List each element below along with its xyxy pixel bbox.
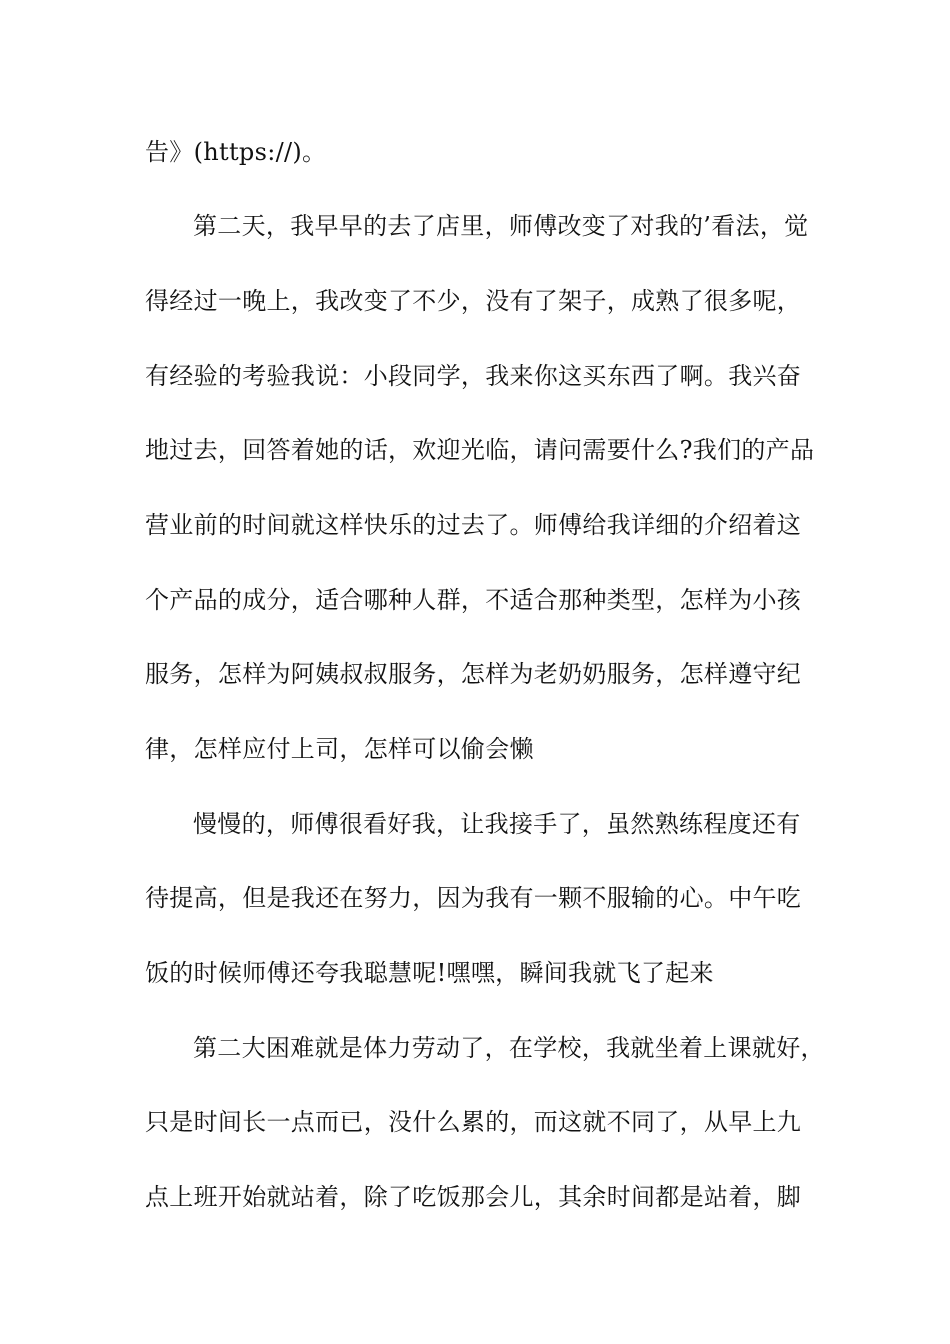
text-line-4: 有经验的考验我说：小段同学，我来你这买东西了啊。我兴奋 [145,362,802,390]
text-line-11: 待提高，但是我还在努力，因为我有一颗不服输的心。中午吃 [145,884,802,912]
text-line-14: 只是时间长一点而已，没什么累的，而这就不同了，从早上九 [145,1108,802,1136]
text-line-8: 服务，怎样为阿姨叔叔服务，怎样为老奶奶服务，怎样遵守纪 [145,660,802,688]
paragraph-start-line: 第二大困难就是体力劳动了，在学校，我就坐着上课就好， [193,1034,825,1062]
text-line-12: 饭的时候师傅还夸我聪慧呢!嘿嘿，瞬间我就飞了起来 [145,959,714,987]
text-line-5: 地过去，回答着她的话，欢迎光临，请问需要什么?我们的产品 [145,436,815,464]
text-line-3: 得经过一晚上，我改变了不少，没有了架子，成熟了很多呢， [145,287,802,315]
paragraph-start-line: 慢慢的，师傅很看好我，让我接手了，虽然熟练程度还有 [193,810,801,838]
text-line-7: 个产品的成分，适合哪种人群，不适合那种类型，怎样为小孩 [145,586,802,614]
paragraph-start-line: 第二天，我早早的去了店里，师傅改变了对我的’看法，觉 [193,212,809,240]
text-line-1: 告》(https://)。 [145,138,327,166]
text-line-15: 点上班开始就站着，除了吃饭那会儿，其余时间都是站着，脚 [145,1183,802,1211]
text-line-9: 律，怎样应付上司，怎样可以偷会懒 [145,735,534,763]
text-line-6: 营业前的时间就这样快乐的过去了。师傅给我详细的介绍着这 [145,511,802,539]
